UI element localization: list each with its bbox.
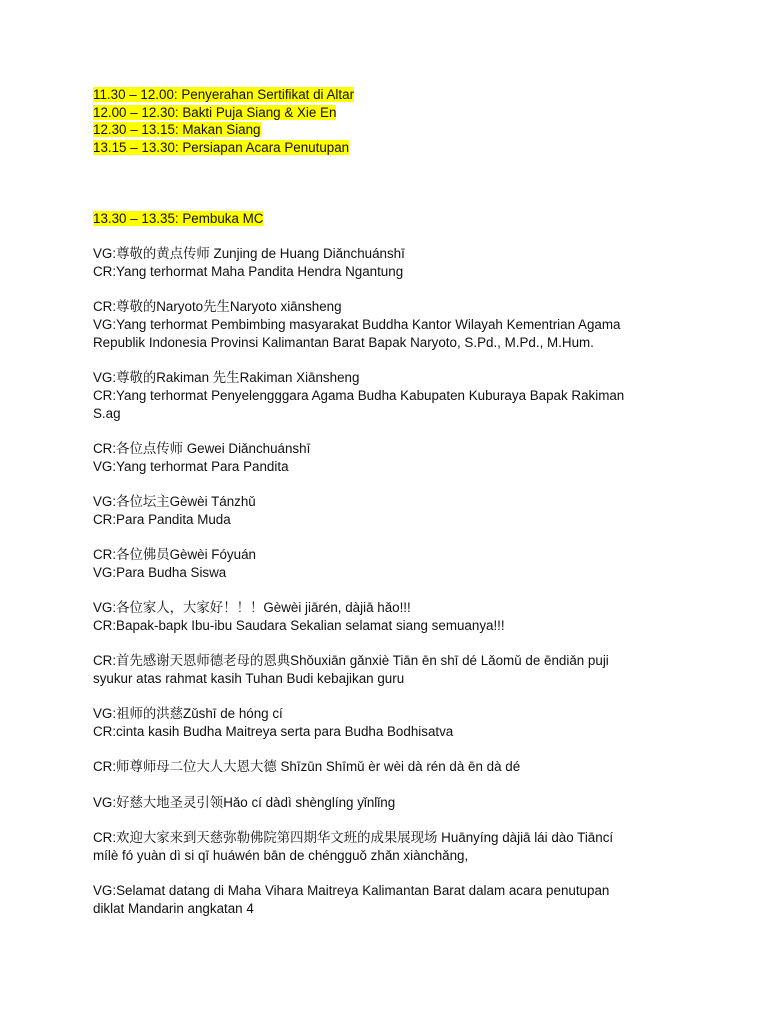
dialogue-line: CR:Para Pandita Muda xyxy=(93,511,231,527)
schedule-item: 12.30 – 13.15: Makan Siang xyxy=(93,122,261,138)
dialogue-block xyxy=(93,369,713,422)
dialogue-block xyxy=(93,829,713,864)
dialogue-line: VG:Yang terhormat Pembimbing masyarakat Buddha Kantor Wilayah Kementrian Agama xyxy=(93,317,621,332)
dialogue-line: S.ag xyxy=(93,405,121,421)
dialogue-block xyxy=(93,599,713,634)
dialogue-line: CR:Yang terhormat Maha Pandita Hendra Ngantung xyxy=(93,263,404,279)
dialogue-line: mílè fó yuàn dì si qī huáwén bān de chéngguǒ zhǎn xiànchǎng, xyxy=(93,847,469,863)
dialogue-block xyxy=(93,794,713,812)
dialogue-line: CR:各位佛员Gèwèi Fóyuán xyxy=(93,547,256,563)
dialogue-line: CR:欢迎大家来到天慈弥勒佛院第四期华文班的成果展现场 Huānyíng dàjiā lái dào Tiāncí xyxy=(93,830,614,846)
dialogue-block xyxy=(93,758,713,776)
dialogue-line: diklat Mandarin angkatan 4 xyxy=(93,901,254,917)
dialogue-line: syukur atas rahmat kasih Tuhan Budi kebajikan guru xyxy=(93,670,405,686)
dialogue-line: CR:首先感谢天恩师德老母的恩典Shǒuxiān gǎnxiè Tiān ēn shī dé Lǎomǔ de ēndiǎn puji xyxy=(93,653,609,669)
dialogue-line: Republik Indonesia Provinsi Kalimantan Barat Bapak Naryoto, S.Pd., M.Pd., M.Hum. xyxy=(93,334,594,350)
section-title: 13.30 – 13.35: Pembuka MC xyxy=(93,210,264,226)
dialogue-line: CR:各位点传师 Gewei Diǎnchuánshī xyxy=(93,440,311,456)
dialogue-block xyxy=(93,705,713,740)
dialogue-block xyxy=(93,298,713,351)
dialogue-line: VG:Yang terhormat Para Pandita xyxy=(93,458,289,474)
dialogue-line: CR:cinta kasih Budha Maitreya serta para Budha Bodhisatva xyxy=(93,724,454,740)
dialogue-line: VG:各位家人，大家好！！！Gèwèi jiārén, dàjiā hǎo!!! xyxy=(93,600,411,616)
dialogue-line: CR:尊敬的Naryoto先生Naryoto xiānsheng xyxy=(93,299,342,315)
schedule-list xyxy=(93,86,713,157)
dialogue-line: VG:Para Budha Siswa xyxy=(93,564,227,580)
dialogue-line: CR:Bapak-bapk Ibu-ibu Saudara Sekalian selamat siang semuanya!!! xyxy=(93,617,505,633)
dialogue-line: VG:好慈大地圣灵引领Hǎo cí dàdì shènglíng yǐnlǐng xyxy=(93,794,396,810)
dialogue-block xyxy=(93,440,713,475)
dialogue-line: VG:各位坛主Gèwèi Tánzhǔ xyxy=(93,493,256,509)
dialogue-block xyxy=(93,546,713,581)
schedule-item: 13.15 – 13.30: Persiapan Acara Penutupan xyxy=(93,140,350,156)
dialogue-block xyxy=(93,652,713,687)
dialogue-block xyxy=(93,493,713,528)
dialogue-line: VG:祖师的洪慈Zǔshī de hóng cí xyxy=(93,706,283,722)
dialogue-block xyxy=(93,245,713,280)
schedule-item: 12.00 – 12.30: Bakti Puja Siang & Xie En xyxy=(93,104,337,120)
dialogue-line: CR:Yang terhormat Penyelengggara Agama Budha Kabupaten Kuburaya Bapak Rakiman xyxy=(93,387,625,403)
dialogue-block xyxy=(93,882,713,917)
dialogue-line: VG:Selamat datang di Maha Vihara Maitreya Kalimantan Barat dalam acara penutupan xyxy=(93,883,610,899)
dialogue-line: CR:师尊师母二位大人大恩大德 Shīzūn Shīmǔ èr wèi dà rén dà ēn dà dé xyxy=(93,759,521,775)
dialogue-line: VG:尊敬的黄点传师 Zunjing de Huang Diǎnchuánshī xyxy=(93,246,405,262)
schedule-item: 11.30 – 12.00: Penyerahan Sertifikat di Altar xyxy=(93,87,355,102)
dialogue-line: VG:尊敬的Rakiman 先生Rakiman Xiānsheng xyxy=(93,370,360,386)
document-page xyxy=(93,86,713,935)
